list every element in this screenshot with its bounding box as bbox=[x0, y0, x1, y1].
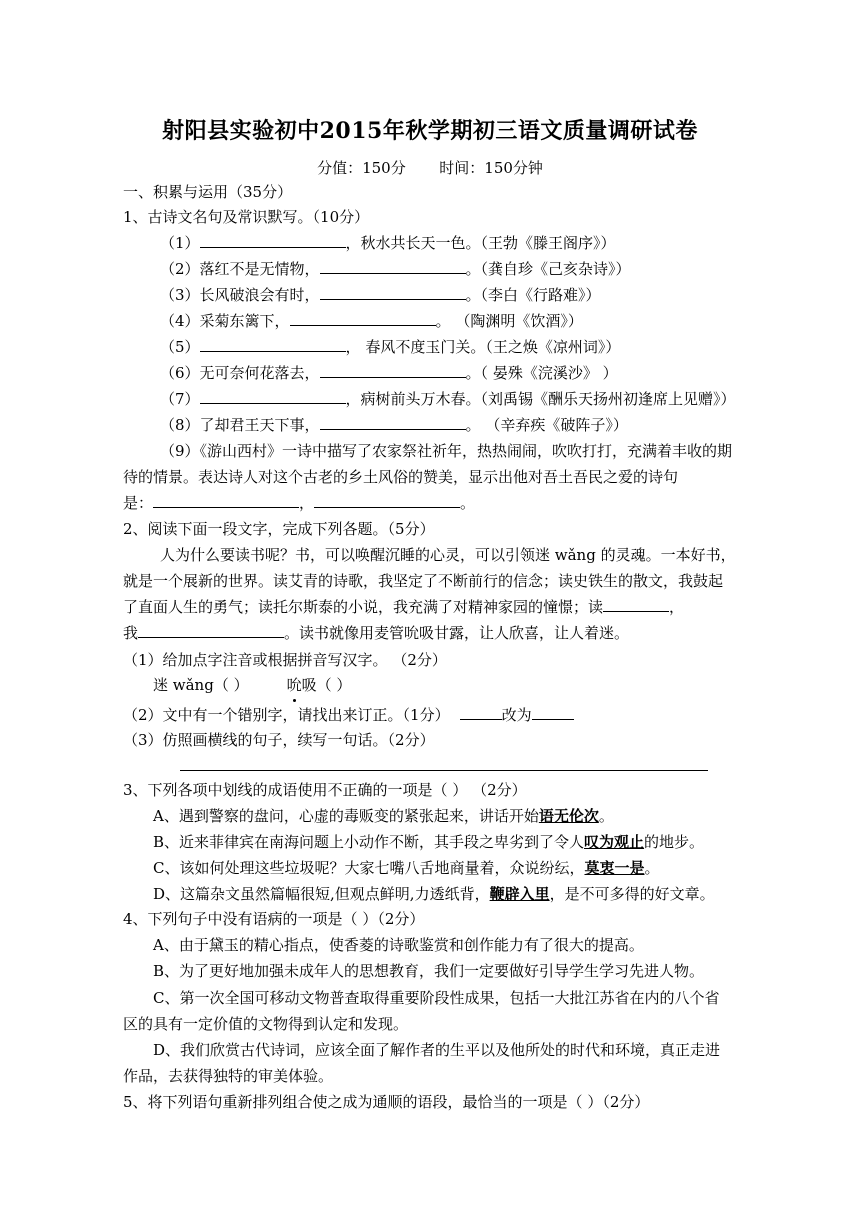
q1-item-7: （7） ，病树前头万木春。（刘禹锡《酬乐天扬州初逢席上见赠》） bbox=[160, 390, 736, 408]
q3-option-a: A、遇到警察的盘问，心虚的毒贩变的紧张起来，讲话开始语无伦次。 bbox=[153, 807, 614, 825]
answer-blank[interactable] bbox=[460, 704, 502, 720]
section-heading: 一、积累与运用（35分） bbox=[123, 183, 293, 201]
answer-blank[interactable] bbox=[138, 622, 284, 638]
answer-blank[interactable] bbox=[290, 310, 436, 326]
question-3-stem: 3、下列各项中划线的成语使用不正确的一项是（ ） （2分） bbox=[123, 781, 527, 799]
question-4-stem: 4、下列句子中没有语病的一项是（ ）（2分） bbox=[123, 910, 425, 928]
q3-option-d: D、这篇杂文虽然篇幅很短,但观点鲜明,力透纸背，鞭辟入里，是不可多得的好文章。 bbox=[153, 885, 715, 903]
q2-sub-1: （1）给加点字注音或根据拼音写汉字。 （2分） bbox=[123, 651, 447, 669]
q1-item-4: （4）采菊东篱下， 。 （陶渊明《饮酒》） bbox=[160, 312, 583, 330]
q3-option-c: C、该如何处理这些垃圾呢？大家七嘴八舌地商量着，众说纷纭，莫衷一是。 bbox=[153, 859, 660, 877]
page-title: 射阳县实验初中2015年秋学期初三语文质量调研试卷 bbox=[162, 118, 698, 144]
q4-option-d: D、我们欣赏古代诗词，应该全面了解作者的生平以及他所处的时代和环境，真正走进 bbox=[153, 1041, 721, 1059]
q2-sub-3: （3）仿照画横线的句子，续写一句话。（2分） bbox=[123, 731, 435, 749]
question-5-stem: 5、将下列语句重新排列组合使之成为通顺的语段，最恰当的一项是（ ）（2分） bbox=[123, 1093, 650, 1111]
answer-blank[interactable] bbox=[320, 284, 466, 300]
answer-line[interactable] bbox=[180, 770, 708, 771]
q4-option-a: A、由于黛玉的精心指点，使香菱的诗歌鉴赏和创作能力有了很大的提高。 bbox=[153, 936, 644, 954]
q1-item-1: （1） ，秋水共长天一色。（王勃《滕王阁序》） bbox=[160, 234, 616, 252]
q3-option-b: B、近来菲律宾在南海问题上小动作不断，其手段之卑劣到了令人叹为观止的地步。 bbox=[153, 833, 705, 851]
passage-line-1: 人为什么要读书呢？书，可以唤醒沉睡的心灵，可以引领迷 wǎng 的灵魂。一本好书， bbox=[160, 546, 736, 564]
q1-item-9-line1: （9）《游山西村》一诗中描写了农家祭社祈年，热热闹闹，吹吹打打，充满着丰收的期 bbox=[160, 442, 733, 460]
q1-item-6: （6）无可奈何花落去， 。（ 晏殊《浣溪沙》 ） bbox=[160, 364, 618, 382]
q1-item-9-line2: 待的情景。表达诗人对这个古老的乡土风俗的赞美，显示出他对吾土吾民之爱的诗句 bbox=[123, 468, 679, 486]
answer-blank[interactable] bbox=[200, 388, 346, 404]
q4-option-c: C、第一次全国可移动文物普查取得重要阶段性成果，包括一大批江苏省在内的八个省 bbox=[153, 989, 720, 1007]
q2-sub-2: （2）文中有一个错别字，请找出来订正。（1分） 改为 bbox=[123, 703, 574, 727]
answer-blank[interactable] bbox=[320, 258, 466, 274]
q4-option-b: B、为了更好地加强未成年人的思想教育，我们一定要做好引导学生学习先进人物。 bbox=[153, 962, 705, 980]
q1-item-2: （2）落红不是无情物， 。（龚自珍《己亥杂诗》） bbox=[160, 260, 631, 278]
answer-blank[interactable] bbox=[320, 362, 466, 378]
q4-option-c-cont: 区的具有一定价值的文物得到认定和发现。 bbox=[123, 1015, 409, 1033]
q2-sub-1-answers: 迷 wǎng（ ） 吮吸（ ） bbox=[153, 673, 351, 697]
passage-line-4: 我 。读书就像用麦管吮吸甘露，让人欣喜，让人着迷。 bbox=[123, 624, 630, 642]
answer-blank[interactable] bbox=[314, 492, 460, 508]
dotted-char: 吮 bbox=[287, 673, 302, 697]
passage-line-3: 了直面人生的勇气；读托尔斯泰的小说，我充满了对精神家园的憧憬；读 ， bbox=[123, 598, 685, 616]
score-info: 分值：150分 bbox=[317, 159, 406, 177]
answer-blank[interactable] bbox=[603, 596, 669, 612]
passage-line-2: 就是一个展新的世界。读艾青的诗歌，我坚定了不断前行的信念；读史铁生的散文，我鼓起 bbox=[123, 572, 724, 590]
answer-blank[interactable] bbox=[153, 492, 299, 508]
answer-blank[interactable] bbox=[532, 704, 574, 720]
answer-blank[interactable] bbox=[200, 336, 346, 352]
time-info: 时间：150分钟 bbox=[439, 159, 543, 177]
answer-blank[interactable] bbox=[320, 414, 466, 430]
answer-blank[interactable] bbox=[200, 232, 346, 248]
q1-item-9-line3: 是： ， 。 bbox=[123, 494, 476, 512]
question-2-stem: 2、阅读下面一段文字，完成下列各题。（5分） bbox=[123, 520, 435, 538]
q4-option-d-cont: 作品，去获得独特的审美体验。 bbox=[123, 1067, 334, 1085]
q1-item-5: （5） ， 春风不度玉门关。（王之焕《凉州词》） bbox=[160, 338, 621, 356]
q1-item-3: （3）长风破浪会有时， 。（李白《行路难》） bbox=[160, 286, 601, 304]
q1-item-8: （8）了却君王天下事， 。 （辛弃疾《破阵子》） bbox=[160, 416, 628, 434]
exam-meta bbox=[0, 157, 860, 178]
question-1-stem: 1、古诗文名句及常识默写。（10分） bbox=[123, 208, 370, 226]
